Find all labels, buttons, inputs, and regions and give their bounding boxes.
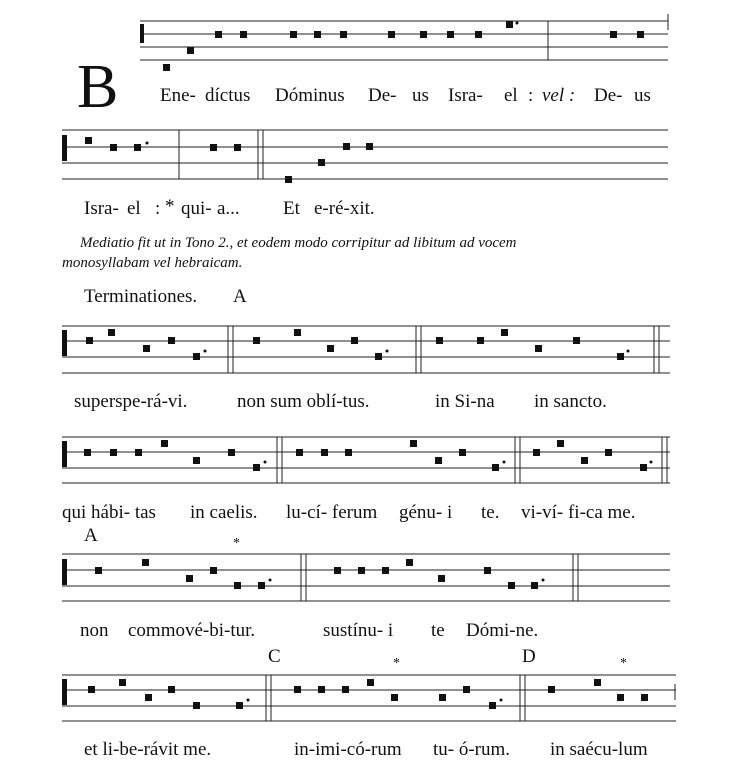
lyric-syllable: Dóminus bbox=[275, 85, 345, 106]
lyric-phrase: in caelis. bbox=[190, 502, 258, 523]
lyric-syllable: Isra- bbox=[84, 198, 119, 219]
lyric-syllable: díctus bbox=[205, 85, 251, 106]
accent-asterisk: * bbox=[620, 656, 627, 671]
lyric-phrase: non sum oblí-tus. bbox=[237, 391, 370, 412]
lyric-syllable: el bbox=[127, 198, 141, 219]
accent-asterisk: * bbox=[393, 656, 400, 671]
lyric-syllable: a... bbox=[217, 198, 240, 219]
lyric-phrase: in Si-na bbox=[435, 391, 495, 412]
lyric-phrase: vi-ví- fi-ca me. bbox=[521, 502, 636, 523]
termination-label-a: A bbox=[84, 525, 98, 546]
termination-label-d: D bbox=[522, 646, 536, 667]
lyric-phrase: lu-cí- ferum bbox=[286, 502, 378, 523]
asterisk-mark: * bbox=[165, 196, 175, 217]
rubric-line: monosyllabam vel hebraicam. bbox=[62, 255, 243, 271]
lyric-phrase: superspe-rá-vi. bbox=[74, 391, 188, 412]
lyric-phrase: te bbox=[431, 620, 445, 641]
lyric-syllable: Et bbox=[283, 198, 300, 219]
accent-asterisk: * bbox=[233, 536, 240, 551]
lyric-phrase: Dómi-ne. bbox=[466, 620, 539, 641]
lyric-phrase: in sancto. bbox=[534, 391, 607, 412]
initial-letter: B bbox=[77, 53, 119, 121]
rubric-line: Mediatio fit ut in Tono 2., et eodem modo corripitur ad libitum ad vocem bbox=[80, 235, 517, 251]
lyric-phrase: in-imi-có-rum bbox=[294, 739, 402, 760]
lyric-phrase: tu- ó-rum. bbox=[433, 739, 511, 760]
lyric-phrase: non bbox=[80, 620, 109, 641]
lyric-syllable: : bbox=[528, 85, 534, 106]
lyric-syllable: el bbox=[504, 85, 518, 106]
lyric-phrase: sustínu- i bbox=[323, 620, 394, 641]
lyric-syllable: Isra- bbox=[448, 85, 483, 106]
lyric-syllable: De- bbox=[594, 85, 623, 106]
terminations-heading: Terminationes. bbox=[84, 286, 198, 307]
lyric-syllable: e-ré-xit. bbox=[314, 198, 375, 219]
lyric-phrase: te. bbox=[481, 502, 500, 523]
lyric-syllable: us bbox=[412, 85, 429, 106]
lyric-phrase: commové-bi-tur. bbox=[128, 620, 256, 641]
lyric-syllable: De- bbox=[368, 85, 397, 106]
lyric-phrase: génu- i bbox=[399, 502, 453, 523]
lyric-phrase: et li-be-rávit me. bbox=[84, 739, 212, 760]
lyric-phrase: in saécu-lum bbox=[550, 739, 648, 760]
lyric-syllable: us bbox=[634, 85, 651, 106]
lyric-syllable: : bbox=[155, 198, 161, 219]
lyric-syllable: Ene- bbox=[160, 85, 196, 106]
lyric-syllable: qui- bbox=[181, 198, 212, 219]
lyric-phrase: qui hábi- tas bbox=[62, 502, 156, 523]
termination-label-c: C bbox=[268, 646, 281, 667]
termination-label-a: A bbox=[233, 286, 247, 307]
rubric-vel: vel : bbox=[542, 85, 576, 106]
